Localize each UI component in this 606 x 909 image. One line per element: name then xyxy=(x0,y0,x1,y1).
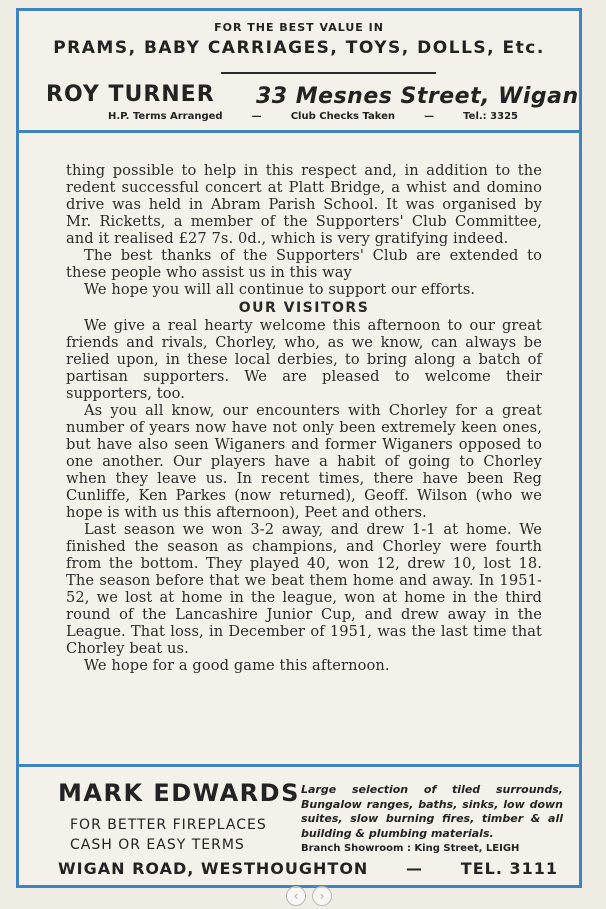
ad-details xyxy=(108,111,518,122)
article-paragraph: The best thanks of the Supporters' Club are extended to these people who assist us in this way xyxy=(66,247,542,281)
ad-address: 33 Mesnes Street, Wigan xyxy=(256,84,579,109)
ad-divider xyxy=(221,72,436,74)
article-paragraph: We give a real hearty welcome this afternoon to our great friends and rivals, Chorley, who, as we know, can always be relied upon, in these local derbies, to bring along a batch of partisan supporters. We are pleased to welcome their supporters, too. xyxy=(66,317,542,402)
previous-page-button[interactable] xyxy=(286,886,306,906)
ad-separator: — xyxy=(406,859,424,878)
article-paragraph: We hope you will all continue to support our efforts. xyxy=(84,281,476,298)
article-body xyxy=(66,162,542,674)
ad-tagline: FOR THE BEST VALUE IN xyxy=(214,21,384,34)
top-advertisement xyxy=(16,8,582,133)
ad-terms: H.P. Terms Arranged xyxy=(108,111,223,122)
article-paragraph: Last season we won 3-2 away, and drew 1-1 at home. We finished the season as champions, and Chorley were fourth from the bottom. They played 40, won 12, drew 10, lost 18. The season before that we beat them home and away. In 1951-52, we lost at home in the league, won at home in the third round of the Lancashire Junior Cup, and drew away in the League. That loss, in December of 1951, was the last time that Chorley beat us. xyxy=(66,521,542,657)
ad-description xyxy=(301,783,563,857)
chevron-right-icon: › xyxy=(319,889,325,903)
ad-separator: — xyxy=(424,111,435,122)
ad-offer: CASH OR EASY TERMS xyxy=(70,837,245,853)
ad-address: WIGAN ROAD, WESTHOUGHTON xyxy=(58,859,369,878)
section-heading: OUR VISITORS xyxy=(238,300,370,316)
ad-products: PRAMS, BABY CARRIAGES, TOYS, DOLLS, Etc. xyxy=(53,38,545,58)
chevron-left-icon: ‹ xyxy=(293,889,299,903)
ad-business-name: ROY TURNER xyxy=(46,82,215,107)
ad-telephone: Tel.: 3325 xyxy=(463,111,518,122)
ad-telephone: TEL. 3111 xyxy=(460,859,558,878)
article-paragraph: As you all know, our encounters with Chorley for a great number of years now have not only been extremely keen ones, but have also seen Wiganers and former Wiganers opposed to one another. Our players have a habit of going to Chorley when they leave us. In recent times, there have been Reg Cunliffe, Ken Parkes (now returned), Geoff. Wilson (who we hope is with us this afternoon), Peet and others. xyxy=(66,402,542,521)
next-page-button[interactable] xyxy=(312,886,332,906)
ad-separator: — xyxy=(251,111,262,122)
page-navigation xyxy=(286,886,332,906)
article-paragraph: We hope for a good game this afternoon. xyxy=(84,657,390,674)
ad-offer: FOR BETTER FIREPLACES xyxy=(70,817,267,833)
article-paragraph: thing possible to help in this respect and, in addition to the redent successful concert at Platt Bridge, a whist and domino drive was held in Abram Parish School. It was organised by Mr. Ricketts, a member of the Supporters' Club Committee, and it realised £27 7s. 0d., which is very gratifying indeed. xyxy=(66,162,542,247)
ad-brand: MARK EDWARDS xyxy=(58,779,300,807)
ad-footer xyxy=(58,859,558,878)
ad-checks: Club Checks Taken xyxy=(290,111,396,122)
ad-showroom: Branch Showroom : King Street, LEIGH xyxy=(301,843,520,854)
ad-description-text: Large selection of tiled surrounds, Bungalow ranges, baths, sinks, low down suites, slow burning fires, timber & all building & plumbing materials. xyxy=(301,783,563,840)
bottom-advertisement xyxy=(16,764,582,888)
